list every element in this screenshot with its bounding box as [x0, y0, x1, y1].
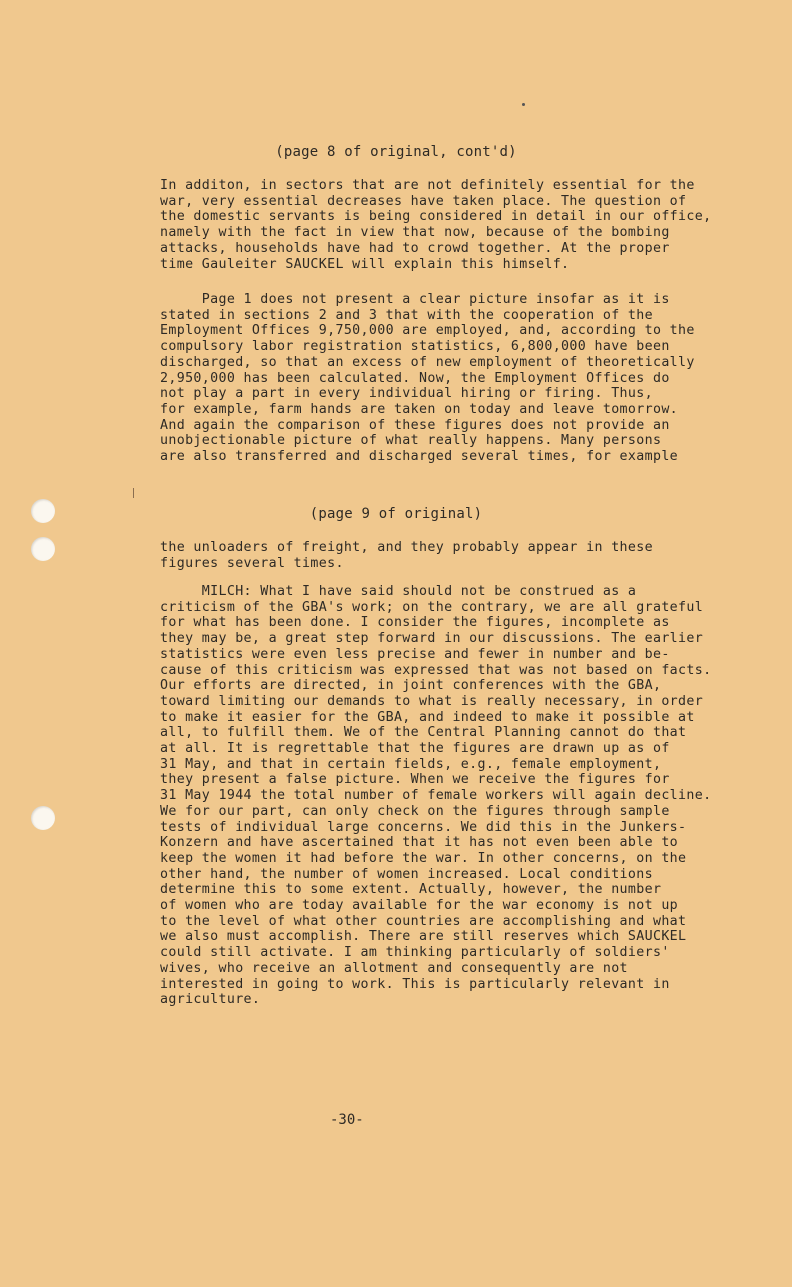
text-line: compulsory labor registration statistics, 6,800,000 have been: [160, 339, 670, 355]
text-line: 2,950,000 has been calculated. Now, the Employment Offices do: [160, 370, 670, 386]
text-line: statistics were even less precise and fewer in number and be-: [160, 646, 670, 662]
page-number: -30-: [330, 1112, 364, 1128]
text-line: stated in sections 2 and 3 that with the cooperation of the: [160, 307, 653, 323]
text-line: tests of individual large concerns. We did this in the Junkers-: [160, 819, 687, 835]
ink-speck: [522, 103, 525, 106]
text-line: for example, farm hands are taken on today and leave tomorrow.: [160, 401, 679, 417]
text-line: namely with the fact in view that now, because of the bombing: [160, 225, 670, 241]
paragraph-1: [160, 178, 720, 272]
text-line: are also transferred and discharged several times, for example: [160, 449, 679, 465]
text-line: And again the comparison of these figures does not provide an: [160, 417, 670, 433]
text-line: unobjectionable picture of what really happens. Many persons: [160, 433, 662, 449]
text-line: of women who are today available for the war economy is not up: [160, 898, 679, 914]
text-line: Employment Offices 9,750,000 are employed, and, according to the: [160, 323, 695, 339]
text-line: they present a false picture. When we receive the figures for: [160, 772, 670, 788]
text-line: to make it easier for the GBA, and indeed to make it possible at: [160, 709, 695, 725]
page-heading-9: (page 9 of original): [309, 506, 483, 522]
text-line: determine this to some extent. Actually, however, the number: [160, 882, 662, 898]
text-line: they may be, a great step forward in our discussions. The earlier: [160, 631, 704, 647]
text-line: wives, who receive an allotment and consequently are not: [160, 960, 628, 976]
text-line: the unloaders of freight, and they probably appear in these: [160, 540, 653, 555]
text-line: other hand, the number of women increased. Local conditions: [160, 866, 653, 882]
text-line: agriculture.: [160, 992, 261, 1008]
text-line: 31 May, and that in certain fields, e.g., female employment,: [160, 756, 662, 772]
text-line: time Gauleiter SAUCKEL will explain this himself.: [160, 256, 570, 272]
text-line: 31 May 1944 the total number of female workers will again decline.: [160, 788, 712, 804]
text-line: all, to fulfill them. We of the Central Planning cannot do that: [160, 725, 687, 741]
text-line: Page 1 does not present a clear picture insofar as it is: [160, 292, 670, 307]
text-line: criticism of the GBA's work; on the contrary, we are all grateful: [160, 599, 704, 615]
text-line: at all. It is regrettable that the figures are drawn up as of: [160, 741, 670, 757]
text-line: figures several times.: [160, 555, 344, 571]
text-line: In additon, in sectors that are not definitely essential for the: [160, 178, 695, 193]
text-line: Konzern and have ascertained that it has not even been able to: [160, 835, 679, 851]
text-line: for what has been done. I consider the figures, incomplete as: [160, 615, 670, 631]
text-line: war, very essential decreases have taken place. The question of: [160, 193, 687, 209]
paper-mark: [133, 488, 134, 498]
paragraph-3: [160, 540, 720, 571]
text-line: could still activate. I am thinking particularly of soldiers': [160, 945, 670, 961]
text-line: attacks, households have had to crowd together. At the proper: [160, 240, 670, 256]
text-line: the domestic servants is being considered in detail in our office,: [160, 209, 712, 225]
text-line: not play a part in every individual hiring or firing. Thus,: [160, 386, 653, 402]
punch-hole-3: [31, 806, 55, 830]
text-line: cause of this criticism was expressed that was not based on facts.: [160, 662, 712, 678]
text-line: interested in going to work. This is particularly relevant in: [160, 976, 670, 992]
text-line: toward limiting our demands to what is really necessary, in order: [160, 693, 704, 709]
page-heading-8: (page 8 of original, cont'd): [275, 144, 517, 160]
text-line: We for our part, can only check on the figures through sample: [160, 803, 670, 819]
text-line: we also must accomplish. There are still reserves which SAUCKEL: [160, 929, 687, 945]
text-line: to the level of what other countries are accomplishing and what: [160, 913, 687, 929]
text-line: MILCH: What I have said should not be construed as a: [160, 584, 637, 599]
paragraph-4: [160, 584, 720, 1008]
text-line: discharged, so that an excess of new employment of theoretically: [160, 354, 695, 370]
paragraph-2: [160, 292, 720, 465]
punch-hole-2: [31, 537, 55, 561]
text-line: keep the women it had before the war. In other concerns, on the: [160, 850, 687, 866]
text-line: Our efforts are directed, in joint conferences with the GBA,: [160, 678, 662, 694]
